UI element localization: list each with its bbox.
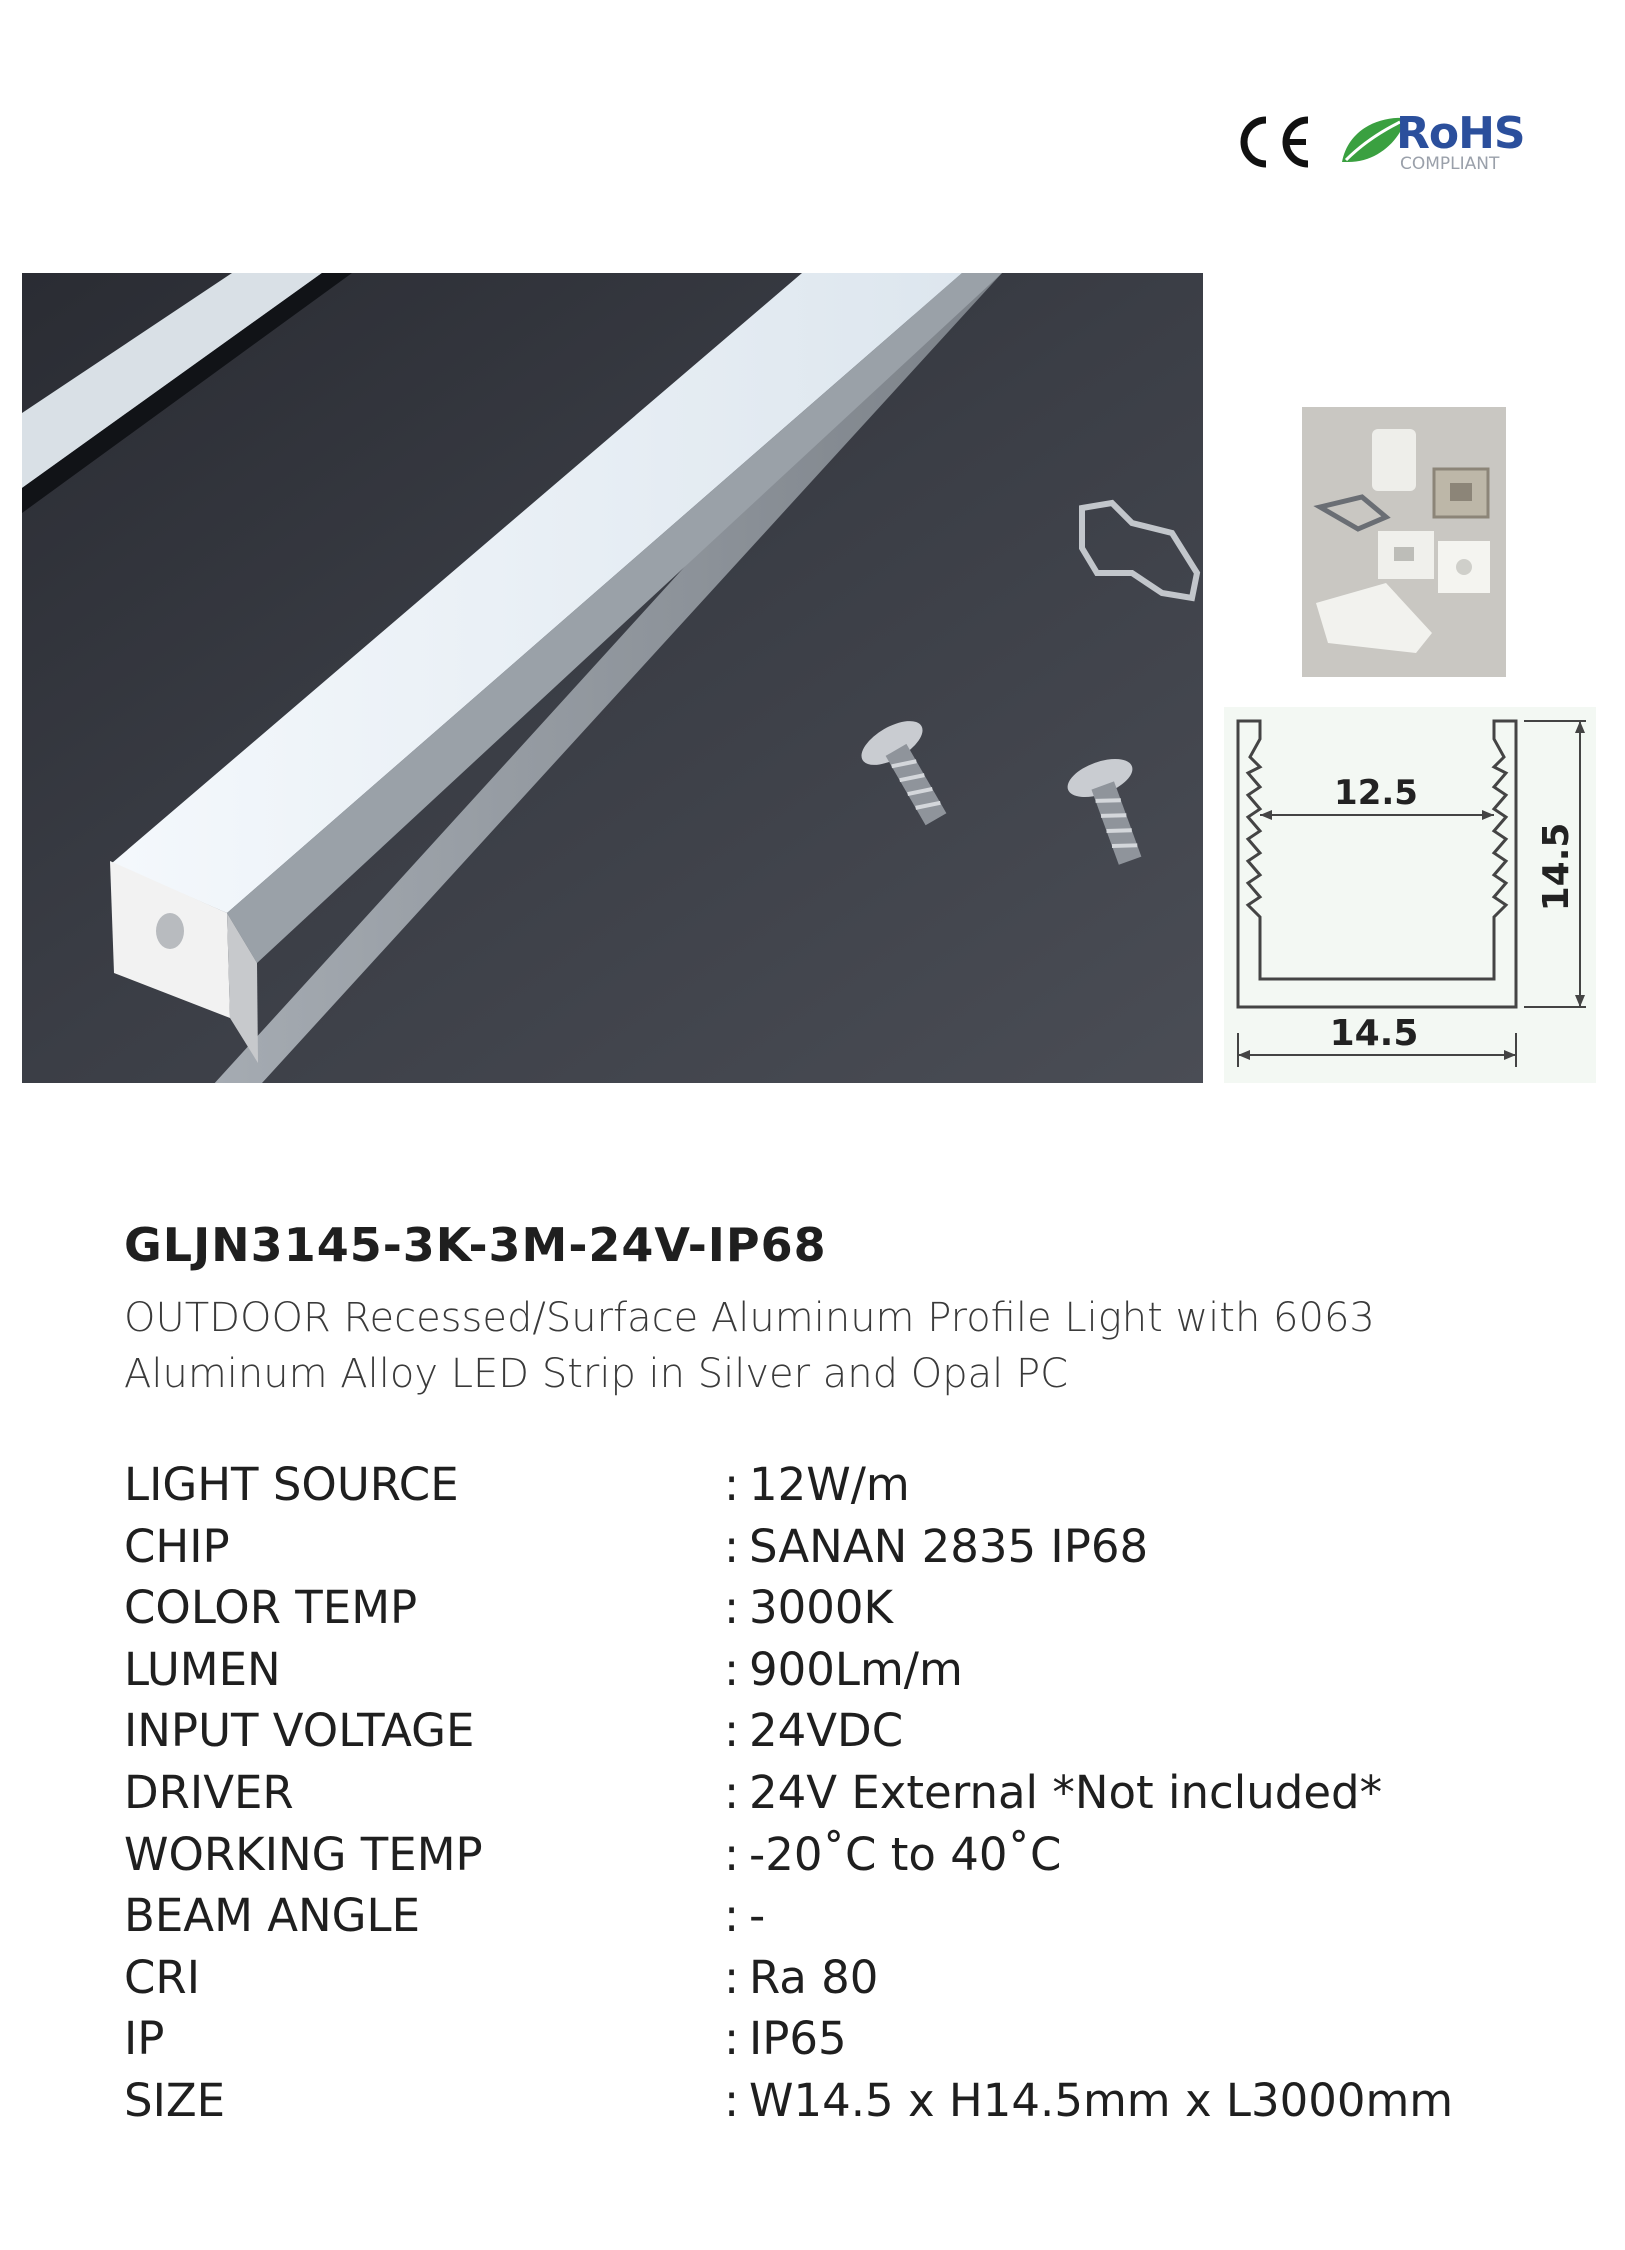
spec-value: W14.5 x H14.5mm x L3000mm <box>749 2073 1454 2127</box>
spec-label: COLOR TEMP <box>124 1581 418 1635</box>
spec-separator: : <box>724 2073 740 2127</box>
spec-separator: : <box>724 1765 740 1819</box>
spec-row <box>124 1520 1524 1582</box>
spec-separator: : <box>724 1950 740 2004</box>
product-photo <box>22 273 1203 1083</box>
spec-row <box>124 1951 1524 2013</box>
spec-label: IP <box>124 2012 165 2066</box>
rohs-label: RoHS <box>1396 108 1525 159</box>
ce-mark-logo <box>1232 112 1312 172</box>
spec-row <box>124 1458 1524 1520</box>
spec-label: CHIP <box>124 1519 230 1573</box>
spec-label: WORKING TEMP <box>124 1827 483 1881</box>
spec-label: LUMEN <box>124 1642 281 1696</box>
dimension-drawing <box>1224 707 1596 1083</box>
spec-separator: : <box>724 1519 740 1573</box>
spec-row <box>124 1704 1524 1766</box>
spec-label: BEAM ANGLE <box>124 1889 421 1943</box>
spec-separator: : <box>724 1581 740 1635</box>
spec-separator: : <box>724 1458 740 1511</box>
spec-row <box>124 2074 1524 2136</box>
height-label: 14.5 <box>1536 822 1577 912</box>
spec-separator: : <box>724 1704 740 1758</box>
rohs-sub-label: COMPLIANT <box>1400 154 1500 174</box>
spec-value: - <box>749 1889 766 1943</box>
spec-value: -20˚C to 40˚C <box>749 1827 1062 1881</box>
spec-separator: : <box>724 2012 740 2066</box>
product-description: OUTDOOR Recessed/Surface Aluminum Profile Light with 6063 Aluminum Alloy LED Strip in Silver and Opal PC <box>124 1295 1375 1397</box>
spec-separator: : <box>724 1642 740 1696</box>
spec-label: CRI <box>124 1950 200 2004</box>
spec-table <box>124 1458 1524 2136</box>
rohs-logo <box>1338 108 1538 174</box>
spec-row <box>124 1643 1524 1705</box>
spec-row <box>124 1581 1524 1643</box>
spec-row <box>124 1828 1524 1890</box>
spec-value: IP65 <box>749 2012 847 2066</box>
spec-value: 24VDC <box>749 1704 904 1758</box>
spec-value: 900Lm/m <box>749 1642 963 1696</box>
spec-label: INPUT VOLTAGE <box>124 1704 475 1758</box>
spec-row <box>124 2012 1524 2074</box>
outer-width-label: 14.5 <box>1329 1013 1419 1054</box>
spec-separator: : <box>724 1889 740 1943</box>
spec-separator: : <box>724 1827 740 1881</box>
spec-row <box>124 1766 1524 1828</box>
spec-value: 3000K <box>749 1581 894 1635</box>
spec-label: LIGHT SOURCE <box>124 1458 459 1511</box>
spec-value: 12W/m <box>749 1458 910 1511</box>
accessories-photo <box>1302 407 1506 677</box>
spec-value: SANAN 2835 IP68 <box>749 1519 1149 1573</box>
spec-label: SIZE <box>124 2073 226 2127</box>
spec-value: 24V External *Not included* <box>749 1765 1383 1819</box>
spec-value: Ra 80 <box>749 1950 879 2004</box>
inner-width-label: 12.5 <box>1334 773 1418 813</box>
spec-label: DRIVER <box>124 1765 294 1819</box>
product-code: GLJN3145-3K-3M-24V-IP68 <box>124 1218 827 1272</box>
spec-row <box>124 1889 1524 1951</box>
